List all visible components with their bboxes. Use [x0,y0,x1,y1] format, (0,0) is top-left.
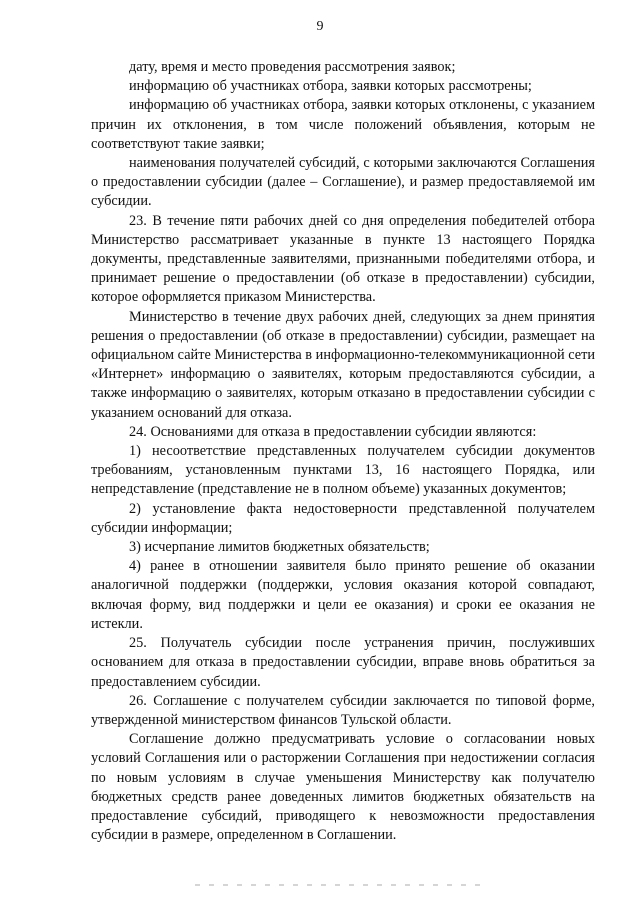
paragraph: 4) ранее в отношении заявителя было принято решение об оказании аналогичной поддержки (поддержки, условия оказания которой совпадают, включая форму, вид поддержки и цели ее оказания) и сроки ее оказания не истекли. [91,558,595,632]
paragraph: Соглашение должно предусматривать условие о согласовании новых условий Соглашения или о расторжении Соглашения при недостижении согласия по новым условиям в случае уменьшения Министерству как получателю бюджетных средств ранее доведенных лимитов бюджетных обязательств на предоставление субсидий, приводящего к невозможности предоставления субсидии в размере, определенном в Соглашении. [91,731,595,844]
scan-artifact-line [195,884,485,886]
paragraph: 26. Соглашение с получателем субсидии заключается по типовой форме, утвержденной министерством финансов Тульской области. [91,692,595,728]
paragraph: информацию об участниках отбора, заявки которых отклонены, с указанием причин их отклонения, в том числе положений объявления, которым не соответствуют такие заявки; [91,97,595,152]
paragraph: дату, время и место проведения рассмотрения заявок; [129,59,456,75]
paragraph: 25. Получатель субсидии после устранения причин, послуживших основанием для отказа в предоставлении субсидии, вправе вновь обратиться за предоставлением субсидии. [91,635,595,690]
paragraph: 1) несоответствие представленных получателем субсидии документов требованиям, установленным пунктами 13, 16 настоящего Порядка, или непредставление (представление не в полном объеме) указанных документов; [91,443,595,498]
paragraph: 23. В течение пяти рабочих дней со дня определения победителей отбора Министерство рассматривает указанные в пункте 13 настоящего Порядка документы, представленные заявителями, признанными победителями отбора, и принимает решение о предоставлении (об отказе в предоставлении) субсидии, которое оформляется приказом Министерства. [91,212,595,306]
paragraph: 3) исчерпание лимитов бюджетных обязательств; [129,539,430,556]
paragraph: 2) установление факта недостоверности представленной получателем субсидии информации; [91,500,595,536]
page-number: 9 [316,19,324,34]
paragraph: 24. Основаниями для отказа в предоставлении субсидии являются: [129,423,537,440]
document-body [91,58,595,845]
paragraph: наименования получателей субсидий, с которыми заключаются Соглашения о предоставлении субсидии (далее – Соглашение), и размер предоставляемой им субсидии. [91,155,595,210]
paragraph: Министерство в течение двух рабочих дней, следующих за днем принятия решения о предоставлении (об отказе в предоставлении) субсидии, размещает на официальном сайте Министерства в информационно-телекоммуникационной сети «Интернет» информацию о заявителях, которым предоставляются субсидии, а также информацию о заявителях, которым отказано в предоставлении субсидии с указанием оснований для отказа. [91,308,595,421]
paragraph: информацию об участниках отбора, заявки которых рассмотрены; [129,78,532,95]
